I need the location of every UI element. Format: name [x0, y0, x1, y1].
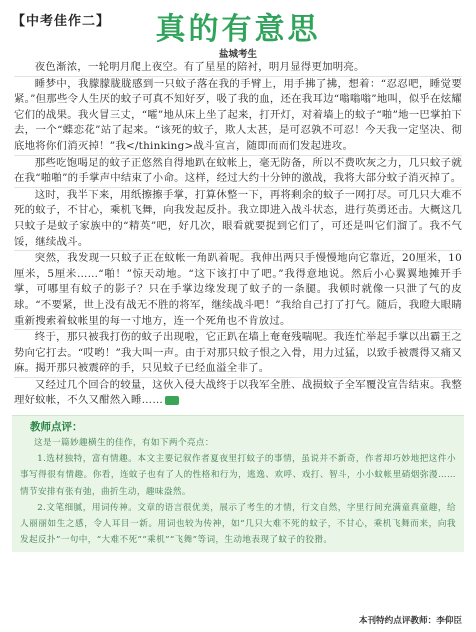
essay-paragraph-4: 这时，我半下来，用纸擦擦手掌，打算休整一下，再将剩余的蚊子一网打尽。可几只大难不死的蚊子，不甘心，乘机飞舞，向我发起反扑。我立即进入战斗状态，进行英勇还击。大概这几只蚊子是蚊子家族中的“精英”吧，好几次，眼看就要捉到它们了，可还是叫它们溜了。我不气馁，继续战斗。: [14, 188, 462, 251]
essay-body: [14, 60, 462, 409]
essay-paragraph-2: 睡梦中，我朦朦胧胧感到一只蚊子落在我的手臂上，用手拂了拂，想着：“忍忍吧，睡觉要紧。”但那些令人生厌的蚊子可真不知好歹，吸了我的血，还在我耳边“嗡嗡嗡”地叫，似乎在炫耀它们的战果。我火冒三丈，“嚯”地从床上坐了起来，打开灯，对着墙上的蚊子“啪”地一巴掌拍下去，一个“蝶恋花”站了起来。“该死的蚊子，欺人太甚，是可忍孰不可忍！今天我一定坚决、彻底地将你们消灭掉！”我</thinking>战斗宣言，随即而而们发起进攻。: [14, 77, 462, 156]
essay-paragraph-6: 终于，那只被我打伤的蚊子出现啦，它正趴在墙上奄奄残喘呢。我连忙举起手掌以出霸王之势向它打去。“哎哟！”我大叫一声。由于对那只蚊子恨之入骨，用力过猛，以致手被震得又痛又麻。揭开那只被震碎的手，只见蚊子已经血溢全非了。: [14, 330, 462, 378]
teacher-comment-box: [12, 415, 464, 552]
author-byline: 盐城考生: [218, 49, 257, 60]
comment-lead: 这是一篇妙趣横生的佳作，有如下两个亮点：: [34, 438, 214, 449]
section-tag: 【中考佳作二】: [12, 14, 111, 29]
comment-title: 教师点评：: [30, 421, 83, 434]
essay-paragraph-7-text: 又经过几个回合的较量，这伙入侵大战终于以我军全胜、战损蚊子全军覆没宣告结束。我整理好蚊帐，不久又酣然入睡……: [14, 378, 462, 407]
essay-paragraph-7: [14, 378, 462, 409]
essay-paragraph-5: 突然，我发现一只蚊子正在蚊帐一角趴着呢。我伸出两只手慢慢地向它靠近，20厘米，10厘米，5厘米……“啪！”惊天动地。“这下该打中了吧。”我得意地说。然后小心翼翼地摊开手掌，可哪里有蚊子的影子？只在手掌边缘发现了蚊子的一条腿。我顿时就像一只泄了气的皮球。“不要紧，世上没有战无不胜的将军，继续战斗吧！”我给自己打了打气。随后，我瞪大眼睛重新搜索着蚊帐里的每一寸地方，连一个死角也不肯放过。: [14, 251, 462, 330]
page-header: [10, 4, 466, 47]
essay-paragraph-3: 那些吃饱喝足的蚊子正悠然自得地趴在蚊帐上，毫无防备，所以不费吹灰之力，几只蚊子就在我“啪啪”的手掌声中结束了小命。这样，经过大约十分钟的激战，我将大部分蚊子消灭掉了。: [14, 156, 462, 188]
teacher-signature: 本刊特约点评教师：李仰臣: [358, 616, 462, 626]
comment-point-1: 1.选材独特，富有情趣。本文主要记叙作者夏夜里打蚊子的事情，虽说并不新奇，作者却巧妙地把这件小事写得很有情趣。你看，连蚊子也有了人的性格和行为，逃逸、欢呼、戏打、智斗，小小蚊帐里硝烟弥漫……情节安排有张有弛，曲折生动，趣味盎然。: [20, 454, 456, 497]
essay-title: 真的有意思: [155, 12, 321, 47]
essay-paragraph-1: 夜色渐浓，一轮明月爬上夜空。有了星星的陪衬，明月显得更加明亮。: [14, 60, 462, 77]
comment-point-2: 2.文笔细腻，用词传神。文章的语言很优美，展示了考生的才情，行文自然，字里行间充满童真童趣，给人丽丽如生之感，令人耳目一新。用词也较为传神，如“几只大难不死的蚊子，不甘心，乘机飞舞而来，向我发起反扑”一句中，“大难不死”“乘机”“飞舞”等词，生动地表现了蚊子的狡猾。: [20, 502, 456, 546]
end-mark-icon: 文: [165, 396, 179, 405]
